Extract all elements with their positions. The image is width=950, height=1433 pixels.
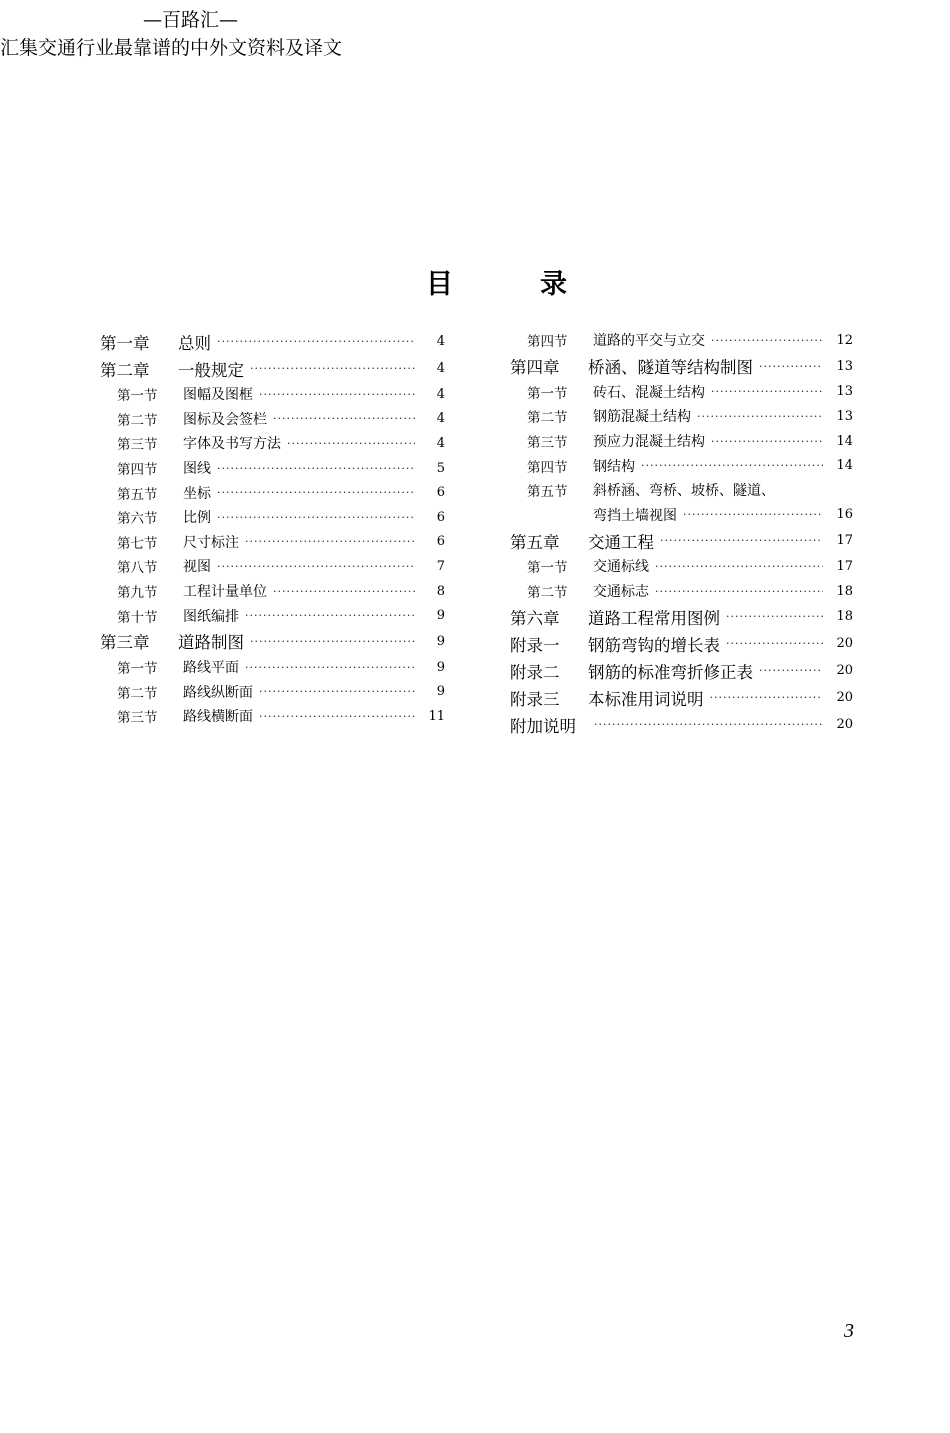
toc-entry-label: 第一节 bbox=[527, 385, 568, 402]
toc-entry-label: 第八节 bbox=[117, 560, 158, 577]
toc-entry[interactable] bbox=[100, 480, 445, 505]
toc-leader-dots bbox=[655, 560, 823, 573]
toc-entry-title: 路线横断面 bbox=[183, 709, 253, 726]
toc-leader-dots bbox=[641, 459, 823, 472]
toc-entry-page: 18 bbox=[836, 583, 853, 599]
toc-leader-dots bbox=[250, 362, 415, 375]
toc-entry[interactable] bbox=[510, 579, 853, 604]
toc-entry[interactable] bbox=[510, 630, 853, 657]
toc-entry-label: 第七节 bbox=[117, 535, 158, 552]
toc-entry-title: 工程计量单位 bbox=[183, 584, 267, 601]
toc-entry-page: 9 bbox=[436, 633, 445, 649]
toc-entry-title: 钢筋的标准弯折修正表 bbox=[588, 662, 753, 682]
toc-entry-page: 4 bbox=[436, 435, 445, 451]
toc-entry-title: 斜桥涵、弯桥、坡桥、隧道、 bbox=[593, 483, 775, 500]
toc-entry[interactable] bbox=[510, 684, 853, 711]
toc-entry[interactable] bbox=[100, 407, 445, 432]
toc-entry-title: 坐标 bbox=[183, 485, 211, 502]
toc-entry[interactable] bbox=[510, 453, 853, 478]
toc-leader-dots bbox=[259, 710, 415, 723]
toc-entry[interactable] bbox=[100, 704, 445, 729]
toc-leader-dots bbox=[217, 335, 415, 348]
toc-entry[interactable] bbox=[510, 478, 853, 503]
toc-entry-title: 比例 bbox=[183, 510, 211, 527]
toc-entry[interactable] bbox=[100, 355, 445, 382]
page-number: 3 bbox=[844, 1320, 854, 1342]
toc-entry-page: 20 bbox=[836, 717, 853, 733]
toc-entry-label: 第五节 bbox=[117, 486, 158, 503]
toc-leader-dots bbox=[245, 609, 415, 622]
toc-entry-title: 总则 bbox=[178, 333, 211, 353]
toc-entry-page: 14 bbox=[836, 433, 853, 449]
toc-leader-dots bbox=[217, 511, 415, 524]
toc-entry-label: 第四节 bbox=[527, 459, 568, 476]
toc-entry[interactable] bbox=[510, 657, 853, 684]
toc-leader-dots bbox=[711, 435, 823, 448]
toc-entry-title: 图线 bbox=[183, 461, 211, 478]
toc-entry[interactable] bbox=[510, 711, 853, 738]
toc-entry-label: 附录二 bbox=[510, 662, 560, 682]
toc-entry-title: 字体及书写方法 bbox=[183, 436, 281, 453]
toc-entry-page: 9 bbox=[436, 608, 445, 624]
toc-entry[interactable] bbox=[100, 554, 445, 579]
toc-entry[interactable] bbox=[510, 353, 853, 380]
toc-entry-page: 13 bbox=[836, 358, 853, 374]
toc-entry-title: 钢筋弯钩的增长表 bbox=[588, 635, 720, 655]
toc-entry-page: 4 bbox=[436, 386, 445, 402]
toc-entry-title: 交通标线 bbox=[593, 559, 649, 576]
toc-entry-title: 砖石、混凝土结构 bbox=[593, 384, 705, 401]
toc-entry-label: 第一章 bbox=[100, 333, 150, 353]
toc-entry-page: 6 bbox=[436, 509, 445, 525]
toc-entry-label: 第三节 bbox=[117, 710, 158, 727]
toc-entry-page: 20 bbox=[836, 663, 853, 679]
toc-entry-title: 图幅及图框 bbox=[183, 387, 253, 404]
toc-entry-label: 第一节 bbox=[117, 661, 158, 678]
toc-entry-page: 6 bbox=[436, 534, 445, 550]
toc-right-column bbox=[510, 328, 853, 738]
toc-entry-title: 路线纵断面 bbox=[183, 684, 253, 701]
toc-entry[interactable] bbox=[100, 628, 445, 655]
toc-entry[interactable] bbox=[510, 603, 853, 630]
toc-entry-label: 第六节 bbox=[117, 511, 158, 528]
toc-leader-dots bbox=[259, 685, 415, 698]
toc-leader-dots bbox=[245, 661, 415, 674]
toc-entry-label: 第一节 bbox=[117, 388, 158, 405]
toc-entry-page: 9 bbox=[436, 659, 445, 675]
toc-entry[interactable] bbox=[100, 655, 445, 680]
toc-leader-dots bbox=[217, 560, 415, 573]
toc-leader-dots bbox=[660, 534, 823, 547]
toc-leader-dots bbox=[759, 664, 823, 677]
toc-entry-page: 4 bbox=[436, 361, 445, 376]
toc-leader-dots bbox=[217, 486, 415, 499]
toc-entry-page: 4 bbox=[436, 411, 445, 427]
toc-leader-dots bbox=[759, 360, 823, 373]
toc-entry[interactable] bbox=[510, 503, 853, 528]
toc-entry-label: 第一节 bbox=[527, 560, 568, 577]
toc-entry-label: 第二节 bbox=[117, 412, 158, 429]
toc-entry-page: 5 bbox=[436, 460, 445, 476]
toc-leader-dots bbox=[710, 691, 824, 704]
toc-entry-title: 路线平面 bbox=[183, 660, 239, 677]
toc-entry-label: 第二节 bbox=[527, 410, 568, 427]
toc-entry-label: 附加说明 bbox=[510, 716, 576, 736]
toc-leader-dots bbox=[259, 388, 415, 401]
toc-entry-label: 第四章 bbox=[510, 358, 560, 378]
toc-entry-title: 视图 bbox=[183, 559, 211, 576]
toc-leader-dots bbox=[245, 535, 415, 548]
toc-entry[interactable] bbox=[100, 328, 445, 355]
toc-entry-page: 9 bbox=[436, 684, 445, 700]
toc-leader-dots bbox=[726, 637, 823, 650]
site-header bbox=[0, 6, 400, 62]
toc-entry[interactable] bbox=[100, 680, 445, 705]
toc-entry[interactable] bbox=[100, 382, 445, 407]
toc-entry-label: 第五节 bbox=[527, 484, 568, 501]
toc-entry-page: 8 bbox=[436, 583, 445, 599]
toc-leader-dots bbox=[726, 610, 823, 623]
toc-entry-title: 道路制图 bbox=[178, 633, 244, 653]
toc-entry-label: 第六章 bbox=[510, 608, 560, 628]
toc-leader-dots bbox=[711, 385, 823, 398]
toc-leader-dots bbox=[594, 718, 823, 731]
toc-entry-title: 交通标志 bbox=[593, 584, 649, 601]
toc-entry[interactable] bbox=[100, 431, 445, 456]
toc-entry-label: 第二节 bbox=[117, 685, 158, 702]
toc-leader-dots bbox=[250, 635, 415, 648]
toc-entry-label: 第三节 bbox=[117, 437, 158, 454]
toc-entry-page: 13 bbox=[836, 408, 853, 424]
toc-entry-label: 第三节 bbox=[527, 435, 568, 452]
toc-entry-label: 第二章 bbox=[100, 360, 150, 380]
toc-entry[interactable] bbox=[100, 530, 445, 555]
toc-entry-title: 道路的平交与立交 bbox=[593, 333, 705, 350]
toc-entry-title: 一般规定 bbox=[178, 360, 244, 380]
toc-entry-title: 钢结构 bbox=[593, 458, 635, 475]
toc-entry-page: 17 bbox=[836, 558, 853, 574]
toc-entry-label: 第四节 bbox=[527, 334, 568, 351]
toc-entry-title: 桥涵、隧道等结构制图 bbox=[588, 358, 753, 378]
toc-entry-label: 第五章 bbox=[510, 532, 560, 552]
toc-entry[interactable] bbox=[100, 505, 445, 530]
toc-entry-page: 17 bbox=[836, 533, 853, 549]
toc-entry-label: 第三章 bbox=[100, 633, 150, 653]
toc-entry-label: 附录三 bbox=[510, 689, 560, 709]
toc-entry-page: 20 bbox=[836, 636, 853, 652]
toc-title-char-2: 录 bbox=[540, 269, 567, 300]
toc-entry-label: 第二节 bbox=[527, 585, 568, 602]
toc-entry-title: 图标及会签栏 bbox=[183, 411, 267, 428]
toc-entry-page: 16 bbox=[836, 507, 853, 523]
header-tagline: 汇集交通行业最靠谱的中外文资料及译文 bbox=[0, 37, 343, 59]
toc-entry-title: 钢筋混凝土结构 bbox=[593, 409, 691, 426]
toc-entry-page: 7 bbox=[436, 558, 445, 574]
toc-entry-title: 本标准用词说明 bbox=[588, 689, 704, 709]
toc-entry-title: 尺寸标注 bbox=[183, 534, 239, 551]
toc-leader-dots bbox=[655, 585, 823, 598]
toc-leader-dots bbox=[697, 410, 823, 423]
toc-entry[interactable] bbox=[100, 456, 445, 481]
toc-entry-title: 道路工程常用图例 bbox=[588, 608, 720, 628]
toc-entry-page: 11 bbox=[428, 708, 445, 724]
toc-entry-title: 交通工程 bbox=[588, 532, 654, 552]
toc-entry[interactable] bbox=[510, 527, 853, 554]
toc-entry-label: 附录一 bbox=[510, 635, 560, 655]
toc-entry[interactable] bbox=[510, 429, 853, 454]
toc-entry-page: 18 bbox=[836, 609, 853, 625]
toc-entry-label: 第四节 bbox=[117, 462, 158, 479]
toc-entry-page: 20 bbox=[836, 690, 853, 706]
header-brand: —百路汇— bbox=[143, 9, 239, 31]
toc-entry-label: 第九节 bbox=[117, 585, 158, 602]
toc-entry[interactable] bbox=[510, 404, 853, 429]
toc-title-char-1: 目 bbox=[426, 269, 453, 300]
toc-entry-page: 6 bbox=[436, 485, 445, 501]
toc-entry-page: 14 bbox=[836, 458, 853, 474]
toc-entry[interactable] bbox=[510, 328, 853, 353]
toc-leader-dots bbox=[711, 334, 823, 347]
toc-leader-dots bbox=[273, 412, 415, 425]
toc-leader-dots bbox=[273, 585, 415, 598]
toc-entry-page: 12 bbox=[836, 332, 853, 348]
toc-entry[interactable] bbox=[510, 554, 853, 579]
toc-leader-dots bbox=[287, 437, 415, 450]
toc-entry-title: 预应力混凝土结构 bbox=[593, 434, 705, 451]
toc-entry[interactable] bbox=[100, 579, 445, 604]
toc-entry-title: 弯挡土墙视图 bbox=[593, 507, 677, 524]
toc-entry-label: 第十节 bbox=[117, 609, 158, 626]
toc-title bbox=[0, 262, 950, 298]
toc-leader-dots bbox=[217, 462, 415, 475]
toc-entry-title: 图纸编排 bbox=[183, 608, 239, 625]
toc-entry-page: 4 bbox=[436, 334, 445, 349]
toc-leader-dots bbox=[683, 508, 823, 521]
toc-left-column bbox=[100, 328, 445, 729]
toc-entry[interactable] bbox=[100, 603, 445, 628]
toc-entry-page: 13 bbox=[836, 384, 853, 400]
toc-entry[interactable] bbox=[510, 380, 853, 405]
